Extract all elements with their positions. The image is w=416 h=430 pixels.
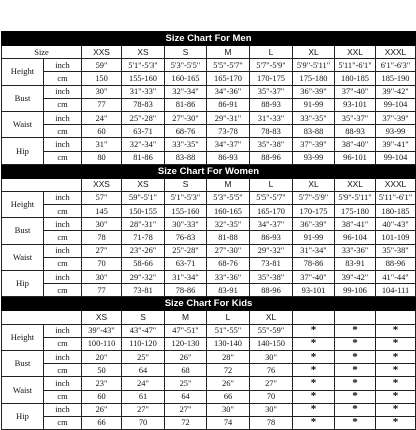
value-cell: 24" [82,111,122,124]
size-header-row [2,46,416,59]
value-cell: 93-101 [293,284,335,297]
value-cell: 33"-36" [335,244,376,257]
value-cell: 99-104 [376,98,416,111]
value-cell: 68-76 [207,257,250,270]
value-cell: 25"-28" [122,111,165,124]
measurement-row [2,390,416,403]
measurement-name: Hip [2,138,44,164]
measurement-row [2,403,416,416]
value-cell: 78-83 [122,98,165,111]
value-cell: 39"-43" [82,324,122,337]
value-cell: 130-140 [207,337,250,350]
value-cell: 36"-39" [293,218,335,231]
value-cell: * [335,416,376,429]
value-cell: * [376,337,416,350]
value-cell: 30" [82,85,122,98]
value-cell: 35"-38" [250,138,293,151]
value-cell: * [293,324,335,337]
value-cell: 175-180 [293,72,335,85]
value-cell: 35"-38" [376,244,416,257]
value-cell: 81-88 [207,231,250,244]
value-cell: 26" [207,377,250,390]
value-cell: 34"-36" [207,85,250,98]
measurement-row [2,191,416,204]
size-header-cell: XXL [335,46,376,59]
value-cell: 32"-34" [165,85,207,98]
value-cell: 83-91 [207,284,250,297]
unit-label: cm [44,151,82,164]
value-cell: 60 [82,390,122,403]
value-cell: 59" [82,59,122,72]
value-cell: 27"-30" [165,111,207,124]
value-cell: 66 [207,390,250,403]
value-cell: 5'9"-5'11" [335,191,376,204]
size-header-cell: S [122,311,165,324]
value-cell: 28"-31" [122,218,165,231]
value-cell: 88-96 [250,151,293,164]
unit-label: inch [44,324,82,337]
measurement-row [2,284,416,297]
value-cell: 39"-41" [376,138,416,151]
section-title: Size Chart For Kids [2,297,416,311]
value-cell: 30" [82,218,122,231]
unit-label: cm [44,72,82,85]
value-cell: 80 [82,151,122,164]
value-cell: 160-165 [207,205,250,218]
measurement-row [2,231,416,244]
value-cell: * [335,403,376,416]
value-cell: 27" [82,244,122,257]
value-cell: 60 [82,125,122,138]
value-cell: 5'3"-5'5" [165,59,207,72]
value-cell: 30" [250,403,293,416]
value-cell: 185-190 [376,72,416,85]
value-cell: 27"-30" [207,244,250,257]
measurement-row [2,85,416,98]
value-cell: 88-93 [335,125,376,138]
unit-label: inch [44,403,82,416]
value-cell: 66 [82,416,122,429]
measurement-row [2,416,416,429]
measurement-row [2,72,416,85]
measurement-row [2,218,416,231]
value-cell: 30" [250,350,293,363]
value-cell: 39"-42" [376,85,416,98]
value-cell: 30" [82,271,122,284]
value-cell: 83-88 [165,151,207,164]
value-cell: 30"-33" [165,218,207,231]
value-cell: * [376,377,416,390]
value-cell: * [293,337,335,350]
unit-label: cm [44,284,82,297]
measurement-row [2,324,416,337]
size-chart-sheet [1,31,415,430]
value-cell: * [293,390,335,403]
unit-label: cm [44,390,82,403]
size-header-cell: XXL [335,178,376,191]
value-cell: 88-93 [250,98,293,111]
value-cell: * [293,364,335,377]
measurement-name: Hip [2,403,44,429]
value-cell: 76 [250,364,293,377]
size-header-cell: M [207,46,250,59]
value-cell: 81-86 [165,98,207,111]
value-cell: 110-120 [122,337,165,350]
value-cell: 83-91 [335,257,376,270]
value-cell: * [335,350,376,363]
size-header-cell: M [207,178,250,191]
value-cell: 63-71 [165,257,207,270]
value-cell: 93-99 [376,125,416,138]
unit-label: inch [44,138,82,151]
value-cell: 5'7"-5'9" [250,59,293,72]
value-cell: 77 [82,98,122,111]
value-cell: * [335,377,376,390]
value-cell: 31"-33" [250,111,293,124]
measurement-row [2,364,416,377]
value-cell: 57" [82,191,122,204]
value-cell: 27" [165,403,207,416]
measurement-row [2,205,416,218]
value-cell: 38"-41" [335,218,376,231]
value-cell: 6'1"-6'3" [376,59,416,72]
size-header-row [2,311,416,324]
value-cell: 28" [207,350,250,363]
value-cell: 5'11"-6'1" [376,191,416,204]
unit-label: inch [44,59,82,72]
section-title-row [2,32,416,46]
value-cell: 5'1"-5'3" [165,191,207,204]
value-cell: 91-99 [293,98,335,111]
size-header-cell: S [165,46,207,59]
value-cell: 83-88 [293,125,335,138]
value-cell: * [335,337,376,350]
value-cell: 145 [82,205,122,218]
value-cell: 40"-43" [376,218,416,231]
size-header-cell: S [165,178,207,191]
value-cell: 63-71 [122,125,165,138]
size-header-row [2,178,416,191]
value-cell: 70 [82,257,122,270]
value-cell: 24" [122,377,165,390]
value-cell: 31"-34" [293,244,335,257]
value-cell: 64 [122,364,165,377]
size-header-cell: M [165,311,207,324]
value-cell: 5'1"-5'3" [122,59,165,72]
unit-label: inch [44,271,82,284]
value-cell: 100-110 [82,337,122,350]
value-cell: 150-155 [122,205,165,218]
value-cell: 35"-38" [250,271,293,284]
size-header-cell: XXXL [376,178,416,191]
measurement-row [2,271,416,284]
value-cell: 96-104 [335,231,376,244]
size-header-cell: XS [82,311,122,324]
value-cell: 5'9"-5'11" [293,59,335,72]
value-cell: 155-160 [165,205,207,218]
section-title: Size Chart For Women [2,164,416,178]
unit-label: cm [44,364,82,377]
value-cell: * [335,390,376,403]
unit-label: inch [44,350,82,363]
measurement-row [2,125,416,138]
section-title: Size Chart For Men [2,32,416,46]
value-cell: 26" [82,403,122,416]
value-cell: 96-101 [335,151,376,164]
value-cell: 5'7"-5'9" [293,191,335,204]
measurement-row [2,151,416,164]
value-cell: 165-170 [207,72,250,85]
value-cell: 37"-40" [293,271,335,284]
size-header-label: Size [2,46,82,59]
unit-label: cm [44,337,82,350]
measurement-name: Height [2,324,44,350]
section-title-row [2,164,416,178]
value-cell: 41"-44" [376,271,416,284]
size-header-cell: XXS [82,178,122,191]
value-cell: 51"-55" [207,324,250,337]
value-cell: 93-99 [293,151,335,164]
value-cell: 29"-32" [250,244,293,257]
value-cell: 78-83 [250,125,293,138]
size-header-cell: XL [293,178,335,191]
measurement-name: Bust [2,350,44,376]
value-cell: 27" [122,403,165,416]
size-header-cell: XL [293,46,335,59]
value-cell: * [293,377,335,390]
measurement-name: Bust [2,218,44,244]
size-header-cell: XS [122,178,165,191]
unit-label: cm [44,205,82,218]
size-header-label [2,311,82,324]
value-cell: 180-185 [376,205,416,218]
value-cell: 33"-36" [207,271,250,284]
value-cell: 5'11"-6'1" [335,59,376,72]
value-cell: 5'5"-5'7" [207,59,250,72]
value-cell: 78 [82,231,122,244]
value-cell: 35"-37" [250,85,293,98]
value-cell: 64 [165,390,207,403]
size-header-cell: XXS [82,46,122,59]
value-cell: 120-130 [165,337,207,350]
value-cell: 86-93 [207,151,250,164]
unit-label: inch [44,377,82,390]
value-cell: * [293,416,335,429]
measurement-row [2,59,416,72]
value-cell: 25" [165,377,207,390]
value-cell: 72 [165,416,207,429]
section-title-row [2,297,416,311]
value-cell: 71-78 [122,231,165,244]
value-cell: 47"-51" [165,324,207,337]
value-cell: 33"-35" [165,138,207,151]
measurement-row [2,98,416,111]
value-cell: 50 [82,364,122,377]
value-cell: 37"-39" [293,138,335,151]
value-cell: 78-86 [165,284,207,297]
measurement-row [2,350,416,363]
value-cell: 104-111 [376,284,416,297]
value-cell: 99-106 [335,284,376,297]
value-cell: * [376,390,416,403]
value-cell: 77 [82,284,122,297]
measurement-row [2,337,416,350]
value-cell: 5'5"-5'7" [250,191,293,204]
unit-label: inch [44,218,82,231]
measurement-row [2,244,416,257]
unit-label: inch [44,111,82,124]
value-cell: 29"-32" [122,271,165,284]
size-header-cell: XXXL [376,46,416,59]
size-header-cell: L [207,311,250,324]
unit-label: cm [44,416,82,429]
value-cell: 35"-37" [335,111,376,124]
value-cell: * [335,364,376,377]
value-cell: 33"-35" [293,111,335,124]
measurement-name: Bust [2,85,44,111]
measurement-row [2,377,416,390]
value-cell: 25" [122,350,165,363]
value-cell: 88-96 [250,284,293,297]
size-chart-table [1,31,416,430]
value-cell: 81-86 [122,151,165,164]
value-cell: 32"-34" [122,138,165,151]
unit-label: inch [44,244,82,257]
size-header-label [2,178,82,191]
value-cell: 170-175 [293,205,335,218]
measurement-name: Height [2,191,44,217]
measurement-row [2,257,416,270]
value-cell: 5'3"-5'5" [207,191,250,204]
value-cell: 20" [82,350,122,363]
size-header-cell [376,311,416,324]
value-cell: * [293,403,335,416]
size-header-cell [293,311,335,324]
value-cell: 70 [122,416,165,429]
value-cell: 29"-31" [207,111,250,124]
value-cell: 93-101 [335,98,376,111]
value-cell: 78 [250,416,293,429]
unit-label: inch [44,191,82,204]
measurement-name: Height [2,59,44,85]
value-cell: 34"-37" [250,218,293,231]
value-cell: 170-175 [250,72,293,85]
measurement-row [2,138,416,151]
value-cell: 78-86 [293,257,335,270]
value-cell: 73-81 [122,284,165,297]
size-header-cell [335,311,376,324]
value-cell: 31"-34" [165,271,207,284]
value-cell: * [376,416,416,429]
value-cell: 88-96 [376,257,416,270]
value-cell: 86-93 [250,231,293,244]
value-cell: 43"-47" [122,324,165,337]
value-cell: 39"-42" [335,271,376,284]
value-cell: 36"-39" [293,85,335,98]
value-cell: * [293,350,335,363]
value-cell: 30" [207,403,250,416]
measurement-name: Hip [2,271,44,297]
value-cell: 27" [250,377,293,390]
value-cell: 58-66 [122,257,165,270]
measurement-row [2,111,416,124]
value-cell: 91-99 [293,231,335,244]
size-header-cell: L [250,46,293,59]
value-cell: 101-109 [376,231,416,244]
value-cell: 160-165 [165,72,207,85]
value-cell: 99-104 [376,151,416,164]
value-cell: 37"-40" [335,85,376,98]
unit-label: cm [44,98,82,111]
value-cell: 32"-35" [207,218,250,231]
unit-label: cm [44,257,82,270]
unit-label: inch [44,85,82,98]
value-cell: 74 [207,416,250,429]
value-cell: * [376,403,416,416]
size-header-cell: XL [250,311,293,324]
value-cell: * [376,324,416,337]
value-cell: 73-81 [250,257,293,270]
value-cell: 59"-5'1" [122,191,165,204]
size-header-cell: L [250,178,293,191]
value-cell: 38"-40" [335,138,376,151]
value-cell: 37"-39" [376,111,416,124]
value-cell: 140-150 [250,337,293,350]
size-header-cell: XS [122,46,165,59]
value-cell: 26" [165,350,207,363]
value-cell: * [376,364,416,377]
value-cell: 150 [82,72,122,85]
value-cell: 86-91 [207,98,250,111]
value-cell: 73-78 [207,125,250,138]
measurement-name: Waist [2,244,44,270]
value-cell: * [335,324,376,337]
value-cell: 23" [82,377,122,390]
value-cell: 25"-28" [165,244,207,257]
unit-label: cm [44,125,82,138]
value-cell: * [376,350,416,363]
measurement-name: Waist [2,377,44,403]
value-cell: 155-160 [122,72,165,85]
value-cell: 34"-37" [207,138,250,151]
value-cell: 68 [165,364,207,377]
value-cell: 23"-26" [122,244,165,257]
value-cell: 180-185 [335,72,376,85]
value-cell: 55"-59" [250,324,293,337]
value-cell: 70 [250,390,293,403]
value-cell: 31"-33" [122,85,165,98]
measurement-name: Waist [2,111,44,137]
value-cell: 68-76 [165,125,207,138]
value-cell: 72 [207,364,250,377]
value-cell: 61 [122,390,165,403]
value-cell: 175-180 [335,205,376,218]
unit-label: cm [44,231,82,244]
value-cell: 76-83 [165,231,207,244]
value-cell: 165-170 [250,205,293,218]
value-cell: 31" [82,138,122,151]
